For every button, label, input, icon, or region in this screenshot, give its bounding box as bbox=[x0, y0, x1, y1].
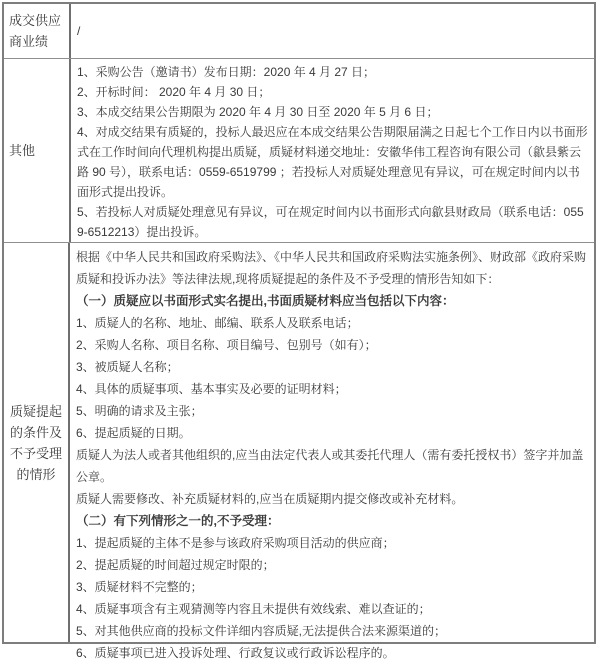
paragraph: 4、质疑事项含有主观猜测等内容且未提供有效线索、难以查证的； bbox=[76, 602, 431, 616]
row-label: 质疑提起的条件及不予受理的情形 bbox=[9, 403, 62, 482]
paragraph: 4、具体的质疑事项、基本事实及必要的证明材料； bbox=[76, 382, 347, 396]
row-label: 成交供应商业绩 bbox=[9, 13, 62, 49]
table-row bbox=[4, 4, 594, 58]
table-row bbox=[4, 242, 594, 660]
row-content-cell bbox=[71, 59, 594, 242]
paragraph: 5、明确的请求及主张； bbox=[76, 404, 203, 418]
paragraph: 质疑人为法人或者其他组织的,应当由法定代表人或其委托代理人（需有委托授权书）签字并加盖公章。 bbox=[76, 448, 584, 484]
paragraph: 根据《中华人民共和国政府采购法》、《中华人民共和国政府采购法实施条例》、财政部《政府采购质疑和投诉办法》等法律法规,现将质疑提起的条件及不予受理的情形告知如下： bbox=[76, 250, 587, 286]
paragraph: 6、提起质疑的日期。 bbox=[76, 426, 191, 440]
paragraph: 1、采购公告（邀请书）发布日期：2020 年 4 月 27 日； bbox=[77, 65, 376, 79]
table-row bbox=[4, 58, 594, 242]
paragraph: 5、对其他供应商的投标文件详细内容质疑,无法提供合法来源渠道的； bbox=[76, 624, 447, 638]
row-label-cell bbox=[4, 4, 71, 58]
row-label: 其他 bbox=[9, 143, 36, 158]
paragraph: 3、质疑材料不完整的； bbox=[76, 580, 203, 594]
paragraph: 质疑人需要修改、补充质疑材料的,应当在质疑期内提交修改或补充材料。 bbox=[76, 492, 464, 506]
paragraph: 3、本成交结果公告期限为 2020 年 4 月 30 日至 2020 年 5 月 6 日； bbox=[77, 105, 439, 119]
row-content-cell bbox=[70, 243, 594, 660]
paragraph: 2、开标时间： 2020 年 4 月 30 日； bbox=[77, 85, 271, 99]
paragraph: 4、对成交结果有质疑的，投标人最迟应在本成交结果公告期限届满之日起七个工作日内以书面形式在工作时间向代理机构提出质疑，质疑材料递交地址：安徽华伟工程咨询有限公司（歙县紫云路 90 号），联系电话：0559-6519799 ；若投标人对质疑处理意见有异议，可在规定时间内以书面形式提出投诉。 bbox=[77, 125, 588, 199]
paragraph: 1、质疑人的名称、地址、邮编、联系人及联系电话； bbox=[76, 316, 359, 330]
row-label-cell bbox=[4, 59, 71, 242]
paragraph: 6、质疑事项已进入投诉处理、行政复议或行政诉讼程序的。 bbox=[76, 646, 395, 660]
row-content-cell bbox=[71, 4, 594, 58]
paragraph: 3、被质疑人名称； bbox=[76, 360, 179, 374]
paragraph: 1、提起质疑的主体不是参与该政府采购项目活动的供应商； bbox=[76, 536, 395, 550]
paragraph: （二）有下列情形之一的,不予受理： bbox=[76, 514, 280, 528]
paragraph: 2、提起质疑的时间超过规定时限的； bbox=[76, 558, 275, 572]
row-label-cell bbox=[4, 243, 70, 642]
paragraph: 2、采购人名称、项目名称、项目编号、包别号（如有）； bbox=[76, 338, 377, 352]
paragraph: （一）质疑应以书面形式实名提出,书面质疑材料应当包括以下内容： bbox=[76, 294, 455, 308]
paragraph: / bbox=[77, 24, 81, 38]
paragraph: 5、若投标人对质疑处理意见有异议，可在规定时间内以书面形式向歙县财政局（联系电话：0559-6512213）提出投诉。 bbox=[77, 205, 584, 239]
award-notice-table bbox=[2, 2, 596, 660]
